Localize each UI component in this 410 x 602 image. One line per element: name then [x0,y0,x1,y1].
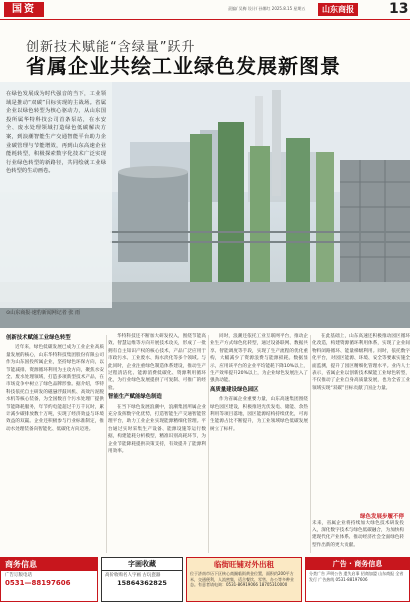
section-subheading: 高质量建设绿色园区 [210,386,259,393]
section-tag: 国资 [4,2,44,17]
ad-text: 高价收购名人字画 古玩瓷器 [105,573,161,578]
ad-phone: 0531—88197606 [5,579,71,587]
ad-text: 位于济南市历下区核心商圈临街黄金位置，面积约200平方米，交通便利，人流密集，适合餐饮、零售、办公等多种业态。有意者请电询：0531-86919066 18705310000 [190,571,294,588]
ad-subtitle: 广告订版电话 [5,573,32,578]
column-divider [106,335,107,553]
ad-shop-for-rent [186,557,302,602]
article-column-1 [6,333,104,555]
closing-paragraph: 未来，省属企业将持续加大绿色技术研发投入，深化数字技术与绿色低碳融合，为加快构建现代化产业体系、推动经济社会全面绿色转型作出新的更大贡献。 [312,521,404,548]
section-subheading: 智能生产赋能绿色制造 [108,394,162,401]
page-number: 13 [389,1,409,17]
lead-paragraph: 在绿色发展成为时代强音的当下，工业领域是推动“双碳”目标实现的主战场。省属企业以绿色转型为核心驱动力，从山东国投所属华特科技公司首条泵站，在水安全、废水处理领域打造绿色低碳解决方案，到浪潮智能生产交通智能平台助力企业碳管理与节能增效，再到山东高速企业能耗转型，积极探索数字化技术广泛实现行业绿色转型的新路径，共同绘就工业绿色转型的生动画卷。 [6,91,106,175]
ad-phone: 15864362825 [117,579,167,587]
ad-business-info [0,557,98,602]
masthead [0,0,410,20]
column-divider [310,335,311,553]
hero-photo [0,82,410,328]
closing-section [312,512,404,554]
ad-calligraphy-collection [101,557,183,602]
body-paragraph: 在此基础上，山东高速还积极推动园区循环化改造，构建资源循环利用体系，实现了企业间物料闭路循环、能量梯级利用。同时，依托数字化平台，对园区能源、环境、安全等要素实施全面监测，提升了园区精细化管理水平。业内人士表示，省属企业以创新技术赋能工业绿色转型，不仅推动了企业自身高质量发展，也为全省工业领域实现“双碳”目标贡献了国企力量。 [312,334,410,391]
body-paragraph: 华特科技还不断加大研发投入，围绕节能高效、智慧运维等方向开展技术攻关，形成了一批拥有自主知识产权的核心技术，产品广泛应用于市政污水、工业废水、海水淡化等多个领域。与此同时，企业注重绿色制造体系建设，推动生产过程清洁化、能源消费低碳化、资源利用循环化，为行业绿色发展提供了可复制、可推广的经验。 [108,334,206,391]
editor-date-line: 责编/ 吴梅 设计/ 孙娜红 2025.8.15 星期五 [228,6,306,11]
section-subheading: 创新技术赋能工业绿色转型 [6,335,71,341]
ad-text: 分类广告 声明公告 遗失启事 招商加盟 山东商报 全省发行 广告热线 0531-88197606 [309,571,404,582]
ad-title: 广告 · 商务信息 [306,558,409,570]
newspaper-name: 山东商报 [318,3,358,16]
ad-title: 商务信息 [1,558,97,571]
headline-kicker: 创新技术赋能“含绿量”跃升 [26,40,196,55]
article-column-3 [210,333,308,555]
closing-subheading: 绿色发展步履不停 [359,514,404,520]
ad-title: 临街旺铺对外出租 [214,560,274,569]
ad-classified [305,557,410,602]
body-paragraph: 近年来，绿色低碳发展已成为工业企业高质量发展的核心，山东华特科技集团股份有限公司作为山东国投所属企业，坚持绿色环保方向，以节能减排、资源循环利用为主攻方向，聚焦水安全、废水处理领域，打造多项新型技术产品，在市场竞争中树立了绿色品牌形象。据介绍，华特科技依托自主研发的磁悬浮鼓风机、高效污泥脱水机等核心装备，为全国数百个污水处理厂提供节能降耗服务，年节约电能超过千万千瓦时，累计减少碳排放数十万吨，实现了经济效益与环境效益的双赢。企业还积极参与行业标准制定，推动水处理装备向智能化、低碳化方向迈进。 [6,345,104,432]
article-column-2 [108,333,206,555]
ad-title: 字画收藏 [102,558,182,571]
reporter-byline: ⊙山东商报·速豹新闻网记者 张 雨 [6,310,80,316]
column-divider [208,335,209,553]
body-paragraph: 作为省属企业重要力量，山东高速集团围绕绿色园区建设，积极推进光伏发电、储能、余热利用等项目落地，园区能源结构持续优化，可再生能源占比不断提升，为工业领域绿色低碳发展树立了标杆。 [210,397,308,432]
body-paragraph: 在当下绿色发展浪潮中，浪潮集团所属企业充分发挥数字化优势，打造智能生产交通智能管理平台，助力工业企业实现能源精细化管理。平台通过实时采集生产设备、能源设施等运行数据，构建能耗分析模型，精准识别高耗环节，为企业节能降耗提供决策支持，有效提升了能源利用效率。 [108,404,206,455]
headline-title: 省属企业共绘工业绿色发展新图景 [26,54,341,78]
body-paragraph: 同时，浪潮还依托工业互联网平台，推动企业生产方式绿色化转型，通过设备联网、数据共享、智能调度等手段，实现了生产流程的优化重构，大幅减少了资源浪费与能源损耗。数据显示，应用该平台的企业平均能耗下降10%以上，生产效率提升20%以上，为企业绿色发展注入了强劲动能。 [210,334,308,384]
article-column-4 [312,333,410,511]
